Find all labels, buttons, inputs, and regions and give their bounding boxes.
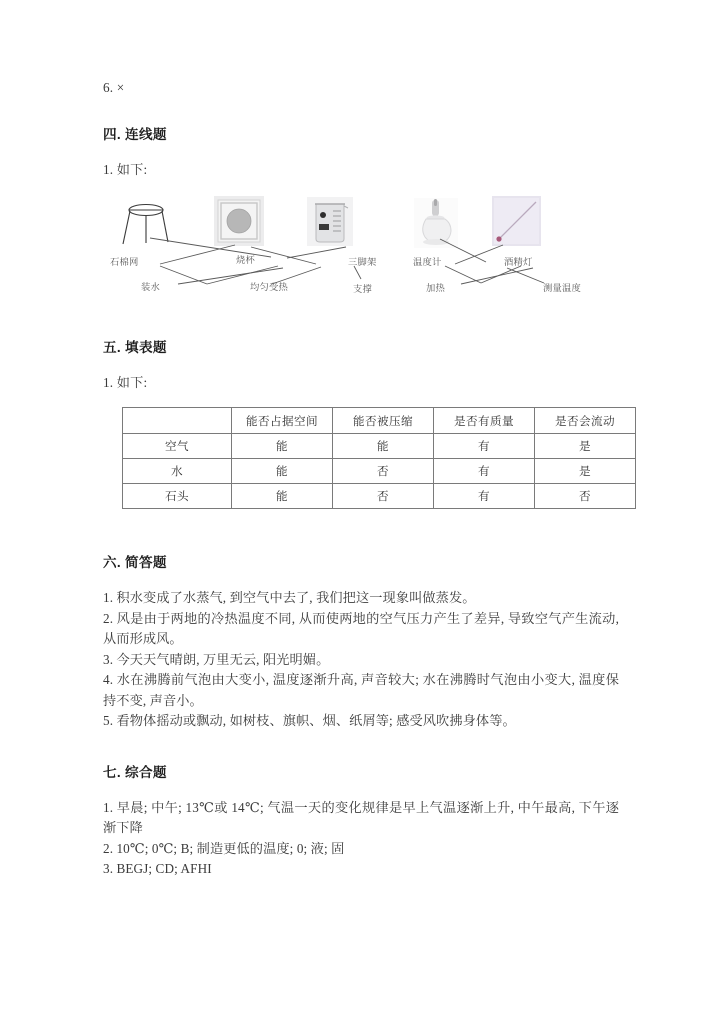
properties-table bbox=[122, 407, 636, 509]
table-cell: 有 bbox=[434, 484, 535, 509]
properties-table-wrap bbox=[103, 407, 619, 509]
comprehensive-answer-2: 2. 10℃; 0℃; B; 制造更低的温度; 0; 液; 固 bbox=[103, 840, 345, 856]
table-cell: 否 bbox=[333, 484, 434, 509]
short-answer-2: 2. 风是由于两地的冷热温度不同, 从而使两地的空气压力产生了差异, 导致空气产生流动, 从而形成风。 bbox=[103, 610, 619, 646]
table-header-row bbox=[123, 408, 636, 434]
match-label-measure-temp: 测量温度 bbox=[543, 283, 581, 293]
matching-intro: 1. 如下: bbox=[103, 162, 148, 177]
section-heading-short-answer: 六. 简答题 bbox=[103, 555, 167, 570]
table-row bbox=[123, 459, 636, 484]
match-label-tripod: 三脚架 bbox=[348, 257, 377, 267]
match-label-alcohol-lamp: 酒精灯 bbox=[504, 257, 533, 267]
matching-diagram bbox=[103, 192, 619, 310]
match-label-heating: 加热 bbox=[426, 283, 445, 293]
table-header-has-mass: 是否有质量 bbox=[434, 408, 535, 434]
short-answer-1: 1. 积水变成了水蒸气, 到空气中去了, 我们把这一现象叫做蒸发。 bbox=[103, 590, 476, 605]
fill-table-intro: 1. 如下: bbox=[103, 375, 148, 390]
table-header-compressible: 能否被压缩 bbox=[333, 408, 434, 434]
table-row bbox=[123, 434, 636, 459]
table-cell: 是 bbox=[535, 434, 636, 459]
table-cell: 能 bbox=[232, 484, 333, 509]
section-heading-comprehensive: 七. 综合题 bbox=[103, 764, 167, 780]
page-content bbox=[103, 78, 619, 880]
table-cell: 有 bbox=[434, 434, 535, 459]
table-cell: 能 bbox=[333, 434, 434, 459]
table-row-label-air: 空气 bbox=[123, 434, 232, 459]
comprehensive-answer-3: 3. BEGJ; CD; AFHI bbox=[103, 861, 212, 876]
short-answer-5: 5. 看物体摇动或飘动, 如树枝、旗帜、烟、纸屑等; 感受风吹拂身体等。 bbox=[103, 713, 516, 728]
table-cell: 有 bbox=[434, 459, 535, 484]
table-header-blank bbox=[123, 408, 232, 434]
table-cell: 否 bbox=[535, 484, 636, 509]
match-label-asbestos-net: 石棉网 bbox=[110, 257, 139, 267]
table-header-occupy-space: 能否占据空间 bbox=[232, 408, 333, 434]
comprehensive-answer-1: 1. 早晨; 中午; 13℃或 14℃; 气温一天的变化规律是早上气温逐渐上升, 中午最高, 下午逐渐下降 bbox=[103, 799, 619, 835]
match-label-beaker: 烧杯 bbox=[236, 255, 255, 265]
match-label-thermometer: 温度计 bbox=[413, 257, 442, 267]
section-heading-fill-table: 五. 填表题 bbox=[103, 340, 167, 355]
table-cell: 能 bbox=[232, 434, 333, 459]
previous-answer-line: 6. × bbox=[103, 80, 125, 95]
table-row-label-water: 水 bbox=[123, 459, 232, 484]
table-cell: 是 bbox=[535, 459, 636, 484]
section-heading-matching: 四. 连线题 bbox=[103, 127, 167, 142]
match-label-support: 支撑 bbox=[353, 284, 372, 294]
table-header-can-flow: 是否会流动 bbox=[535, 408, 636, 434]
table-row-label-stone: 石头 bbox=[123, 484, 232, 509]
table-cell: 能 bbox=[232, 459, 333, 484]
short-answer-3: 3. 今天天气晴朗, 万里无云, 阳光明媚。 bbox=[103, 651, 330, 667]
short-answer-4: 4. 水在沸腾前气泡由大变小, 温度逐渐升高, 声音较大; 水在沸腾时气泡由小变大, 温度保持不变, 声音小。 bbox=[103, 672, 619, 708]
match-label-even-heating: 均匀受热 bbox=[250, 282, 288, 292]
table-cell: 否 bbox=[333, 459, 434, 484]
table-row bbox=[123, 484, 636, 509]
match-label-hold-water: 装水 bbox=[141, 282, 160, 292]
